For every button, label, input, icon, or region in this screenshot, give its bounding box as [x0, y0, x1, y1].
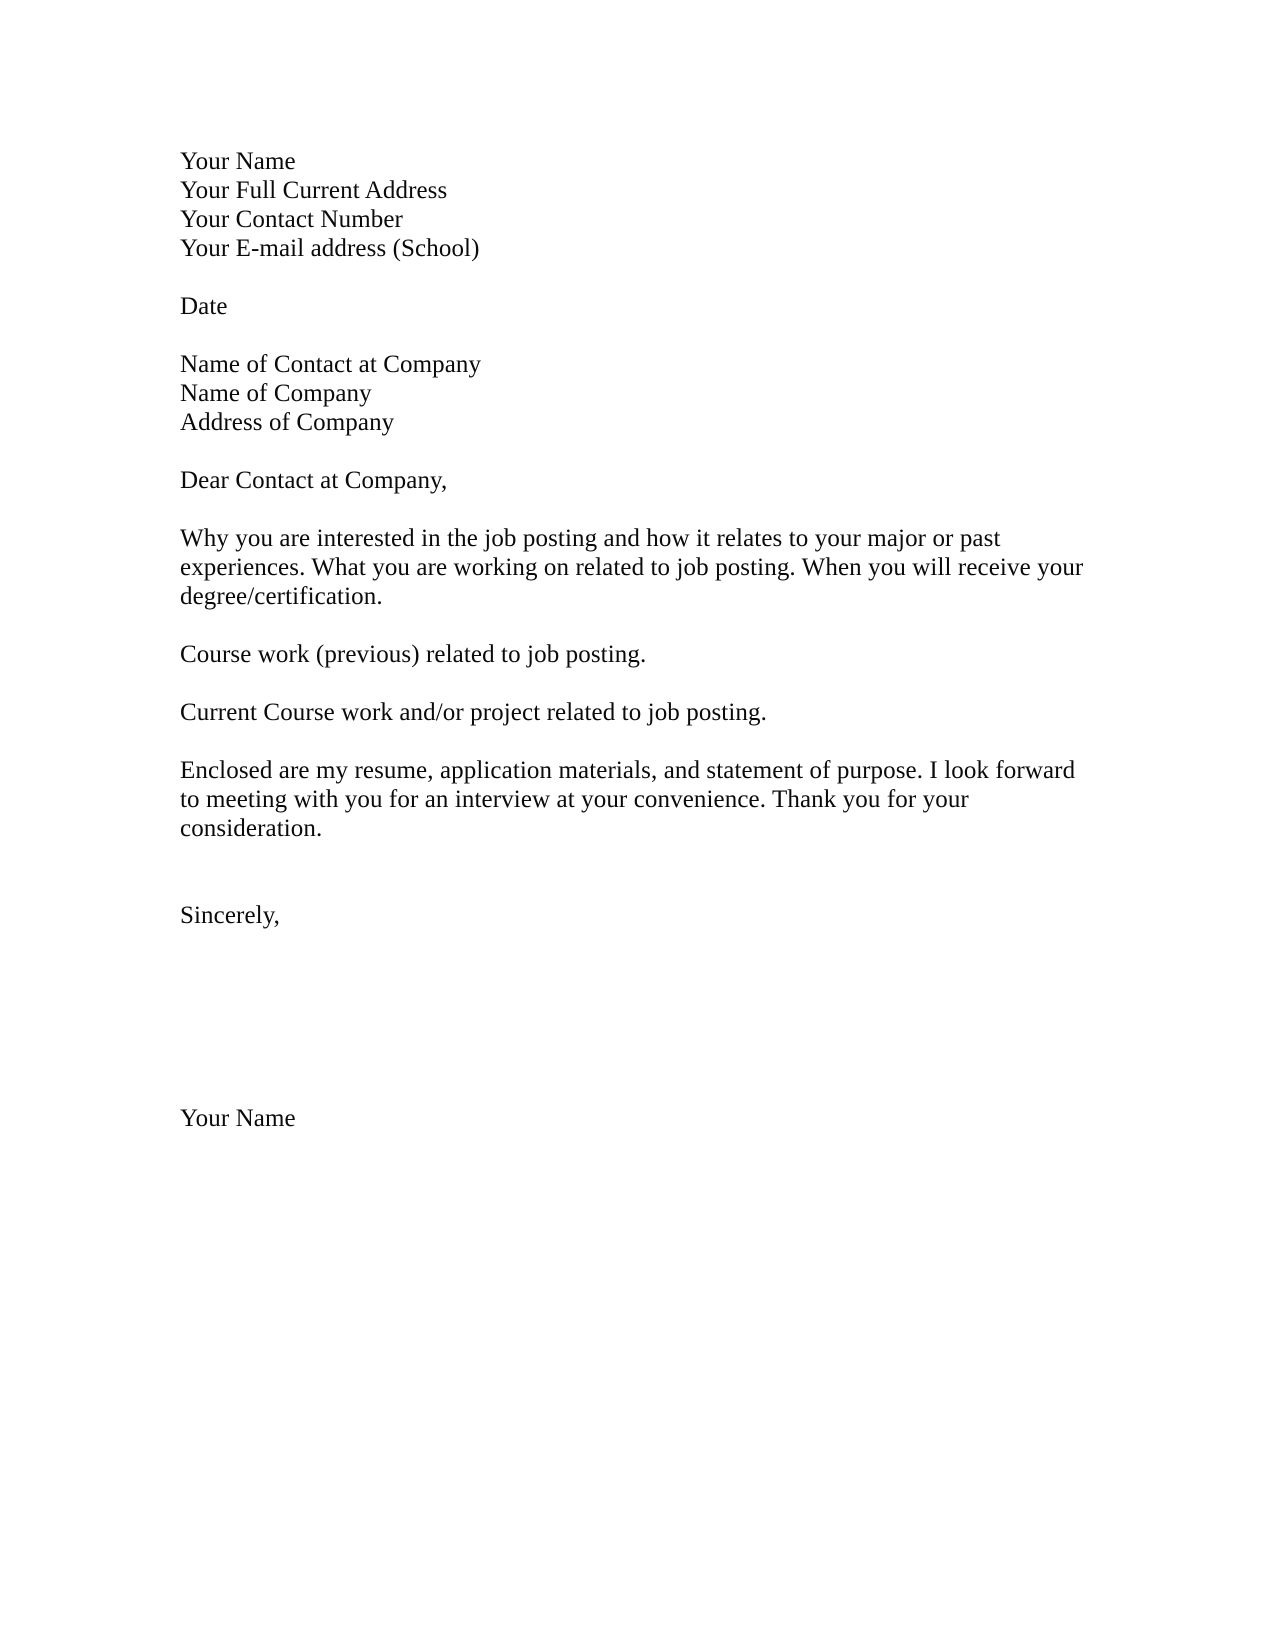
paragraph-line: experiences. What you are working on related to job posting. When you will receive your: [180, 554, 1084, 581]
letter-content: [180, 147, 1120, 1162]
body-paragraph-enclosed: [180, 756, 1120, 843]
body-paragraph-interest: [180, 524, 1120, 611]
paragraph-line: Enclosed are my resume, application materials, and statement of purpose. I look forward: [180, 757, 1076, 784]
paragraph-line: Current Course work and/or project related to job posting.: [180, 699, 767, 726]
recipient-block: [180, 350, 1120, 437]
salutation-line: Dear Contact at Company,: [180, 467, 448, 494]
sender-email-line: Your E-mail address (School): [180, 235, 480, 262]
paragraph-line: consideration.: [180, 815, 323, 842]
date-block: [180, 292, 1120, 321]
paragraph-line: Course work (previous) related to job posting.: [180, 641, 647, 668]
sender-phone-line: Your Contact Number: [180, 206, 403, 233]
salutation-block: [180, 466, 1120, 495]
signature-block: [180, 1104, 1120, 1133]
body-paragraph-previous-coursework: [180, 640, 1120, 669]
sender-address-line: Your Full Current Address: [180, 177, 448, 204]
body-paragraph-current-coursework: [180, 698, 1120, 727]
sender-name-line: Your Name: [180, 148, 296, 175]
signature-name-line: Your Name: [180, 1105, 296, 1132]
recipient-company-line: Name of Company: [180, 380, 372, 407]
recipient-address-line: Address of Company: [180, 409, 395, 436]
paragraph-line: degree/certification.: [180, 583, 383, 610]
sender-block: [180, 147, 1120, 263]
closing-block: [180, 901, 1120, 930]
closing-line: Sincerely,: [180, 902, 281, 929]
paragraph-line: to meeting with you for an interview at your convenience. Thank you for your: [180, 786, 969, 813]
recipient-contact-line: Name of Contact at Company: [180, 351, 482, 378]
date-line: Date: [180, 293, 228, 320]
paragraph-line: Why you are interested in the job posting and how it relates to your major or past: [180, 525, 1001, 552]
